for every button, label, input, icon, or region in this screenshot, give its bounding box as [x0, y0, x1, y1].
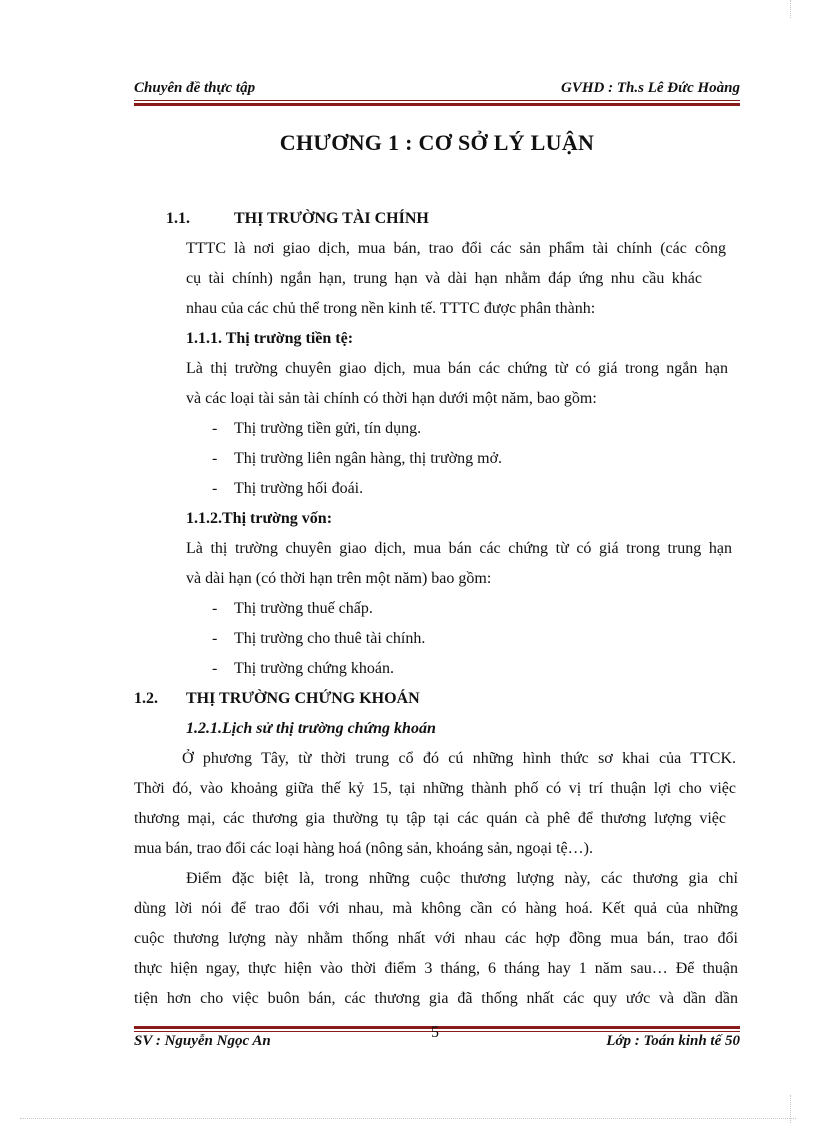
- sub112-bullet: Thị trường cho thuê tài chính.: [234, 630, 426, 647]
- sec121-para2-line: dùng lời nói để trao đổi với nhau, mà không cần có hàng hoá. Kết quả của những: [134, 900, 738, 917]
- sec1-para-line: cụ tài chính) ngắn hạn, trung hạn và dài hạn nhằm đáp ứng nhu cầu khác: [186, 270, 702, 287]
- header-rule-thin: [134, 100, 740, 101]
- subsection-1-1-2-title: 1.1.2.Thị trường vốn:: [186, 510, 333, 527]
- sub112-bullet: Thị trường chứng khoán.: [234, 660, 394, 677]
- sec121-para1-line: mua bán, trao đổi các loại hàng hoá (nông sản, khoáng sản, ngoại tệ…).: [134, 840, 593, 857]
- page-boundary-mark: [790, 0, 792, 18]
- sub111-para-line: và các loại tài sản tài chính có thời hạn dưới một năm, bao gồm:: [186, 390, 597, 407]
- section-1-2-title: THỊ TRƯỜNG CHỨNG KHOÁN: [186, 690, 420, 707]
- bullet-dash: -: [212, 420, 218, 437]
- footer-right: Lớp : Toán kinh tế 50: [606, 1033, 740, 1049]
- sec121-para1-line: Thời đó, vào khoảng giữa thế kỷ 15, tại những thành phố có vị trí thuận lợi cho việc: [134, 780, 736, 797]
- bullet-dash: -: [212, 660, 218, 677]
- bullet-dash: -: [212, 480, 218, 497]
- page-number: 5: [431, 1024, 439, 1041]
- sub111-bullet: Thị trường tiền gửi, tín dụng.: [234, 420, 422, 437]
- sub112-bullet: Thị trường thuế chấp.: [234, 600, 373, 617]
- sub112-para-line: và dài hạn (có thời hạn trên một năm) bao gồm:: [186, 570, 492, 587]
- sub111-bullet: Thị trường hối đoái.: [234, 480, 364, 497]
- sec121-para2-line: cuộc thương lượng này nhằm thống nhất với nhau các hợp đồng mua bán, trao đổi: [134, 930, 738, 947]
- sub111-para-line: Là thị trường chuyên giao dịch, mua bán các chứng từ có giá trong ngắn hạn: [186, 360, 728, 377]
- header-right: GVHD : Th.s Lê Đức Hoàng: [561, 80, 740, 96]
- sec121-para1-line: thương mại, các thương gia thường tụ tập tại các quán cà phê để thương lượng việc: [134, 810, 726, 827]
- section-1-1-title: THỊ TRƯỜNG TÀI CHÍNH: [234, 210, 429, 227]
- chapter-title: CHƯƠNG 1 : CƠ SỞ LÝ LUẬN: [279, 130, 595, 155]
- subsection-1-1-1-title: 1.1.1. Thị trường tiền tệ:: [186, 330, 354, 347]
- sec121-para2-line: Điểm đặc biệt là, trong những cuộc thương lượng này, các thương gia chỉ: [186, 870, 738, 887]
- page-boundary-mark: [790, 1095, 792, 1123]
- header-rule-thick: [134, 103, 740, 106]
- footer-left: SV : Nguyễn Ngọc An: [134, 1033, 271, 1049]
- sec121-para1-line: Ở phương Tây, từ thời trung cổ đó cú những hình thức sơ khai của TTCK.: [182, 750, 736, 767]
- bullet-dash: -: [212, 600, 218, 617]
- sec1-para-line: nhau của các chủ thể trong nền kinh tế. TTTC được phân thành:: [186, 300, 596, 317]
- section-1-2-number: 1.2.: [134, 690, 158, 707]
- header-left: Chuyên đề thực tập: [134, 80, 256, 96]
- page-boundary-mark: [20, 1118, 796, 1119]
- bullet-dash: -: [212, 630, 218, 647]
- sub111-bullet: Thị trường liên ngân hàng, thị trường mở.: [234, 450, 503, 467]
- sub112-para-line: Là thị trường chuyên giao dịch, mua bán các chứng từ có giá trong trung hạn: [186, 540, 732, 557]
- sec121-para2-line: tiện hơn cho việc buôn bán, các thương gia đã thống nhất các quy ước và dần dần: [134, 990, 738, 1007]
- bullet-dash: -: [212, 450, 218, 467]
- sec121-para2-line: thực hiện ngay, thực hiện vào thời điểm 3 tháng, 6 tháng hay 1 năm sau… Để thuận: [134, 960, 738, 977]
- subsection-1-2-1-title: 1.2.1.Lịch sử thị trường chứng khoán: [186, 720, 436, 737]
- section-1-1-number: 1.1.: [166, 210, 190, 227]
- sec1-para-line: TTTC là nơi giao dịch, mua bán, trao đổi các sản phẩm tài chính (các công: [186, 240, 726, 257]
